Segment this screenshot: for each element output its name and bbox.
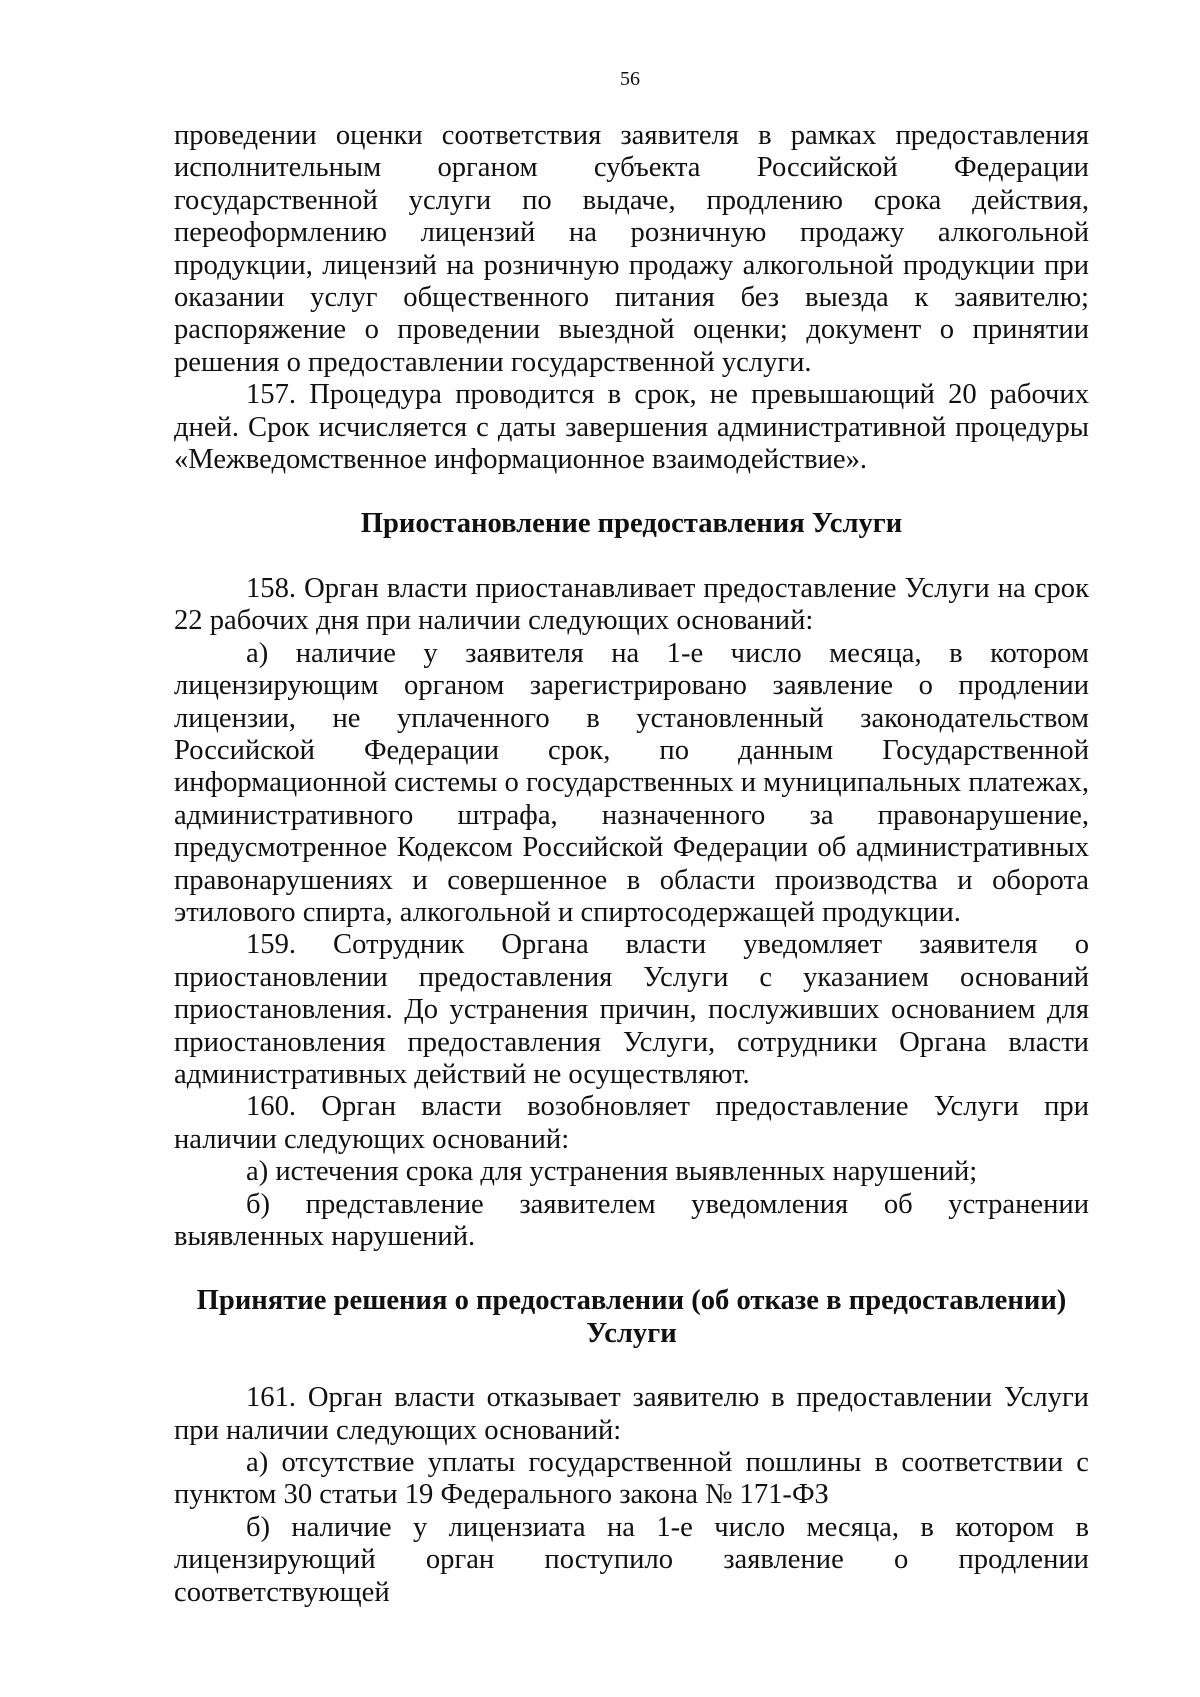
- page-number: 56: [620, 68, 640, 90]
- document-body: [174, 120, 1089, 1609]
- paragraph-161-a: а) отсутствие уплаты государственной пошлины в соответствии с пунктом 30 статьи 19 Федерального закона № 171-ФЗ: [174, 1447, 1089, 1511]
- paragraph-159: 159. Сотрудник Органа власти уведомляет заявителя о приостановлении предоставления Услуги с указанием оснований приостановления. До устранения причин, послуживших основанием для приостановления предоставления Услуги, сотрудники Органа власти административных действий не осуществляют.: [174, 929, 1089, 1090]
- paragraph-160: 160. Орган власти возобновляет предоставление Услуги при наличии следующих оснований:: [174, 1091, 1089, 1155]
- section-heading-suspension: Приостановление предоставления Услуги: [360, 508, 903, 540]
- section-heading-decision: [174, 1285, 1089, 1350]
- paragraph-157: 157. Процедура проводится в срок, не превышающий 20 рабочих дней. Срок исчисляется с даты завершения административной процедуры «Межведомственное информационное взаимодействие».: [174, 379, 1089, 476]
- paragraph-continuation: проведении оценки соответствия заявителя в рамках предоставления исполнительным органом субъекта Российской Федерации государственной услуги по выдаче, продлению срока действия, переоформлению лицензий на розничную продажу алкогольной продукции, лицензий на розничную продажу алкогольной продукции при оказании услуг общественного питания без выезда к заявителю; распоряжение о проведении выездной оценки; документ о принятии решения о предоставлении государственной услуги.: [174, 120, 1089, 378]
- section-heading-decision-line2: Услуги: [586, 1317, 677, 1349]
- paragraph-160-b: б) представление заявителем уведомления об устранении выявленных нарушений.: [174, 1188, 1089, 1252]
- paragraph-158: 158. Орган власти приостанавливает предоставление Услуги на срок 22 рабочих дня при наличии следующих оснований:: [174, 572, 1089, 637]
- paragraph-161-b: б) наличие у лицензиата на 1-е число месяца, в котором в лицензирующий орган поступило заявление о продлении соответствующей: [174, 1511, 1089, 1608]
- section-heading-decision-line1: Принятие решения о предоставлении (об отказе в предоставлении): [196, 1285, 1067, 1317]
- paragraph-158-a: а) наличие у заявителя на 1-е число месяца, в котором лицензирующим органом зарегистрировано заявление о продлении лицензии, не уплаченного в установленный законодательством Российской Федерации срок, по данным Государственной информационной системы о государственных и муниципальных платежах, административного штрафа, назначенного за правонарушение, предусмотренное Кодексом Российской Федерации об административных правонарушениях и совершенное в области производства и оборота этилового спирта, алкогольной и спиртосодержащей продукции.: [174, 637, 1089, 928]
- paragraph-160-a: а) истечения срока для устранения выявленных нарушений;: [246, 1156, 978, 1188]
- paragraph-161: 161. Орган власти отказывает заявителю в предоставлении Услуги при наличии следующих оснований:: [174, 1382, 1089, 1446]
